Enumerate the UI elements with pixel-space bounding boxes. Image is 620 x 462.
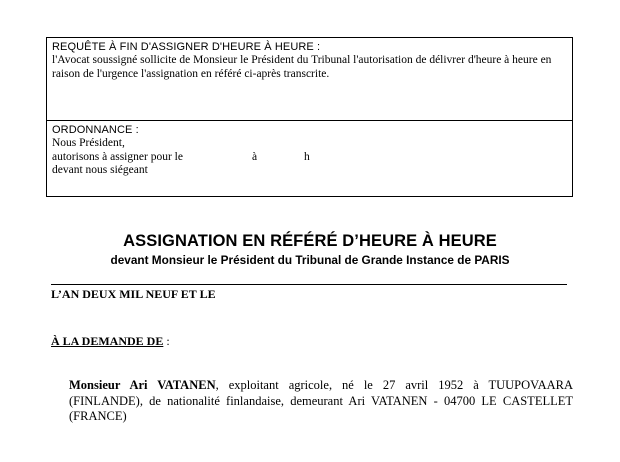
ordonnance-section (52, 124, 566, 178)
date-line: L’AN DEUX MIL NEUF ET LE (51, 287, 216, 301)
party-name: Monsieur Ari VATANEN (69, 378, 216, 392)
demande-suffix: : (163, 334, 170, 348)
ordonnance-heading: ORDONNANCE : (52, 124, 139, 136)
horizontal-rule (51, 284, 567, 285)
ordonnance-h: h (304, 150, 310, 163)
requete-heading: REQUÊTE À FIN D'ASSIGNER D'HEURE À HEURE : (52, 41, 321, 53)
requete-body: l'Avocat soussigné sollicite de Monsieur le Président du Tribunal l'autorisation de délivrer d'heure à heure en raison de l'urgence l'assignation en référé ci-après transcrite. (52, 54, 552, 80)
ordonnance-line-1: Nous Président, (52, 137, 125, 150)
party-paragraph (69, 378, 573, 425)
ordonnance-line-2-text: autorisons à assigner pour le (52, 150, 183, 163)
demande-line (51, 334, 170, 349)
ordonnance-line-2 (52, 151, 566, 164)
box-divider (47, 120, 572, 121)
document-subtitle: devant Monsieur le Président du Tribunal de Grande Instance de PARIS (110, 253, 510, 267)
requete-section (52, 41, 566, 81)
demande-label: À LA DEMANDE DE (51, 334, 164, 348)
request-order-box (46, 37, 573, 197)
document-title: ASSIGNATION EN RÉFÉRÉ D’HEURE À HEURE (123, 232, 497, 250)
party-details: , exploitant agricole, né le 27 avril 1952 à TUUPOVAARA (FINLANDE), de nationalité finlandaise, demeurant Ari VATANEN - 04700 LE CASTELLET (FRANCE) (69, 378, 573, 423)
ordonnance-a: à (252, 150, 258, 163)
ordonnance-line-3: devant nous siégeant (52, 164, 148, 177)
